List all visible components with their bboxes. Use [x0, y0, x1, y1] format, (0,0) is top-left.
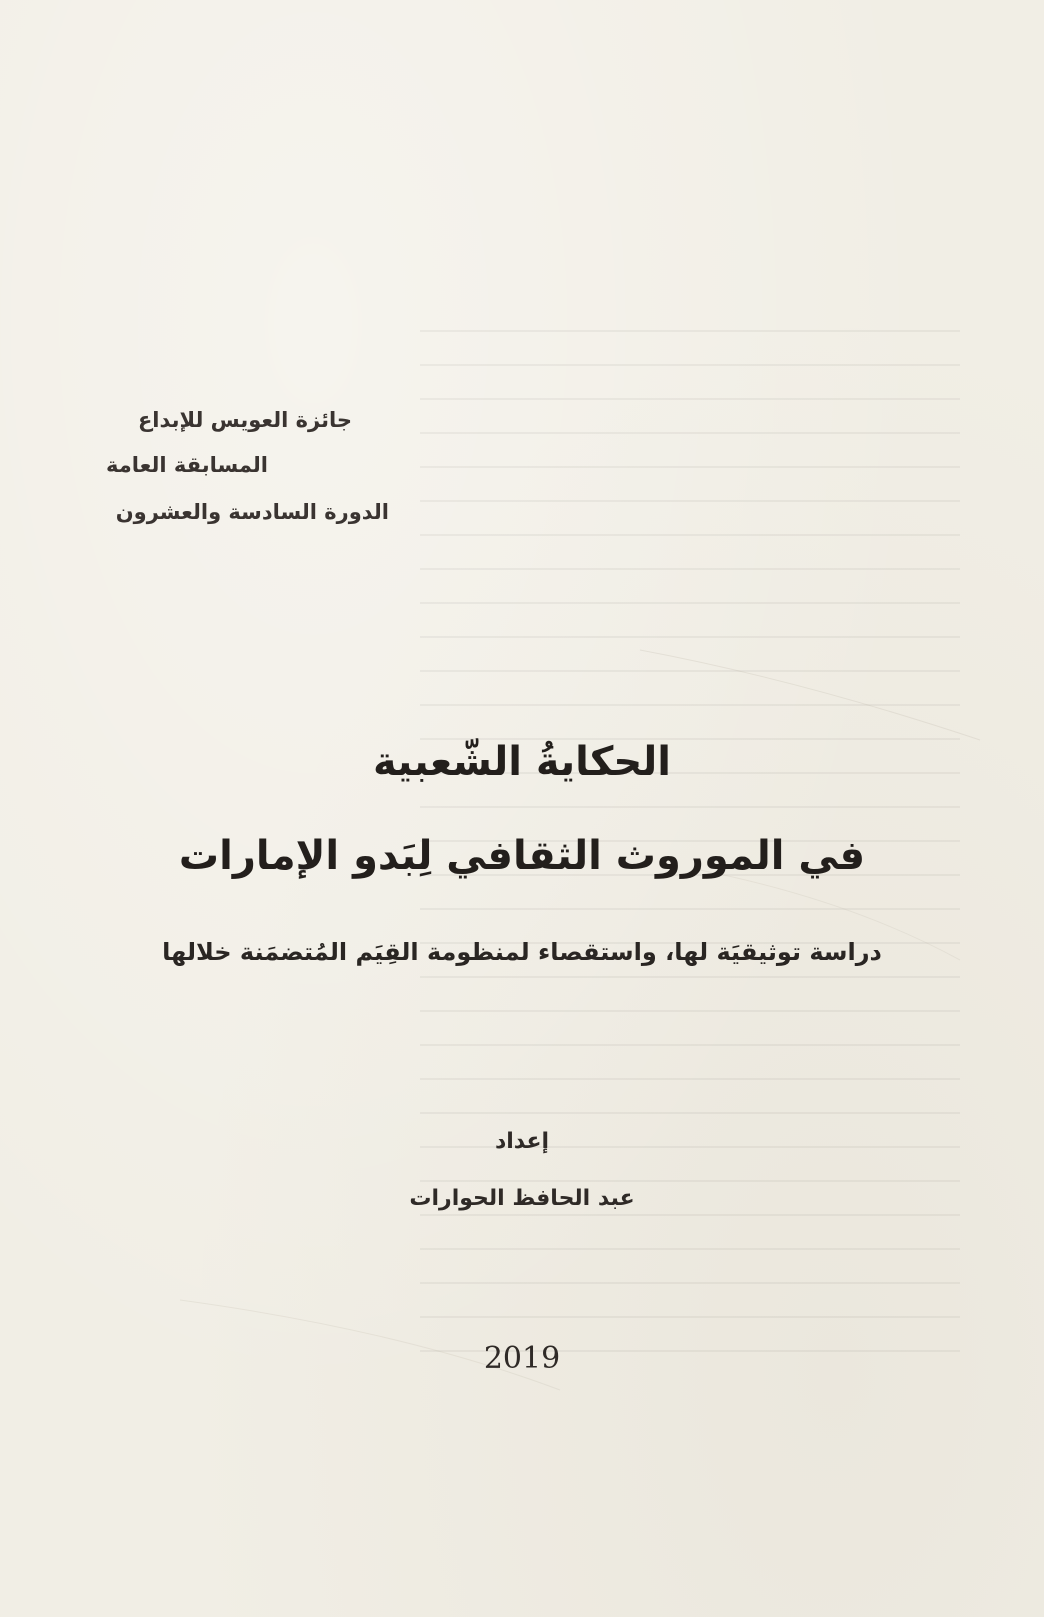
award-name: جائزة العويس للإبداع [137, 408, 352, 432]
award-session: الدورة السادسة والعشرون [115, 500, 389, 524]
prepared-by-label: إعداد [494, 1129, 550, 1154]
book-title-line2: في الموروث الثقافي لِبَدو الإمارات [178, 833, 866, 879]
author-name: عبد الحافظ الحوارات [409, 1186, 635, 1211]
book-title-line1: الحكايةُ الشّعبية [373, 739, 671, 785]
book-subtitle: دراسة توثيقيَة لها، واستقصاء لمنظومة القِيَم المُتضمَنة خلالها [162, 938, 882, 966]
publication-year: 2019 [483, 1341, 561, 1376]
competition-type: المسابقة العامة [105, 453, 268, 477]
